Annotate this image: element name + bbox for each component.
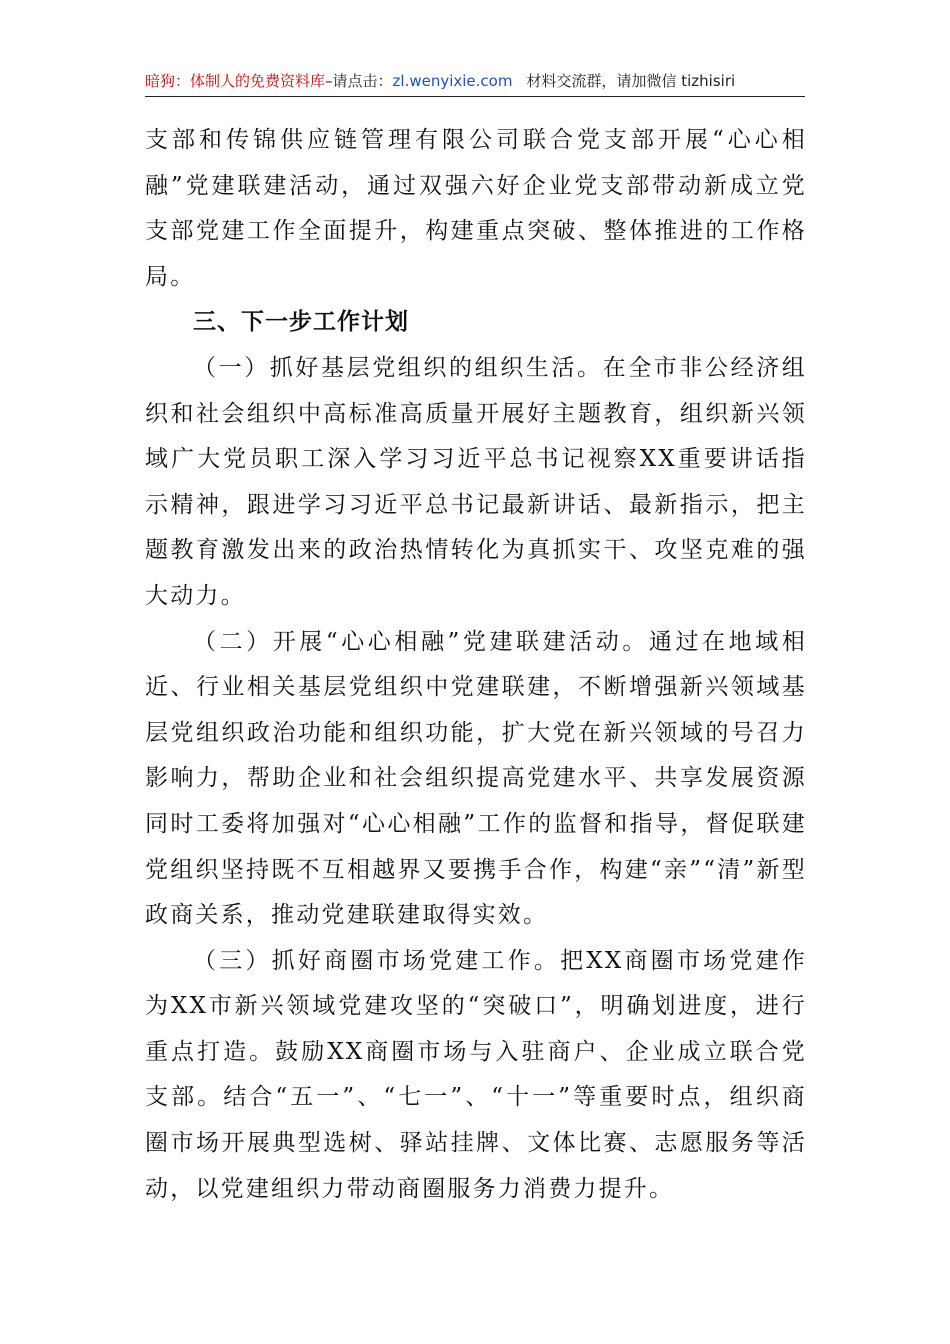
page-header bbox=[145, 68, 805, 97]
paragraph-plan-3: （三）抓好商圈市场党建工作。把XX商圈市场党建作为XX市新兴领域党建攻坚的“突破口”，明确划进度，进行重点打造。鼓励XX商圈市场与入驻商户、企业成立联合党支部。结合“五一”、“七一”、“十一”等重要时点，组织商圈市场开展典型选树、驿站挂牌、文体比赛、志愿服务等活动，以党建组织力带动商圈服务力消费力提升。 bbox=[145, 947, 807, 1202]
section-heading: 三、下一步工作计划 bbox=[193, 309, 409, 336]
continuation-paragraph: 支部和传锦供应链管理有限公司联合党支部开展“心心相融”党建联建活动，通过双强六好企业党支部带动新成立党支部党建工作全面提升，构建重点突破、整体推进的工作格局。 bbox=[145, 127, 807, 290]
header-site-name: 暗狗：体制人的免费资料库 bbox=[145, 72, 326, 90]
paragraph-plan-1: （一）抓好基层党组织的组织生活。在全市非公经济组织和社会组织中高标准高质量开展好主题教育，组织新兴领域广大党员职工深入学习习近平总书记视察XX重要讲话指示精神，跟进学习习近平总书记最新讲话、最新指示，把主题教育激发出来的政治热情转化为真抓实干、攻坚克难的强大动力。 bbox=[145, 354, 807, 609]
header-link-url[interactable]: zl.wenyixie.com bbox=[392, 72, 513, 90]
paragraph-plan-2: （二）开展“心心相融”党建联建活动。通过在地域相近、行业相关基层党组织中党建联建，不断增强新兴领域基层党组织政治功能和组织功能，扩大党在新兴领域的号召力影响力，帮助企业和社会组织提高党建水平、共享发展资源同时工委将加强对“心心相融”工作的监督和指导，督促联建党组织坚持既不互相越界又要携手合作，构建“亲”“清”新型政商关系，推动党建联建取得实效。 bbox=[145, 628, 807, 929]
header-link-prefix: –请点击： bbox=[325, 72, 393, 90]
header-contact: 材料交流群，请加微信 tizhisiri bbox=[526, 72, 736, 90]
document-body bbox=[145, 118, 807, 1212]
